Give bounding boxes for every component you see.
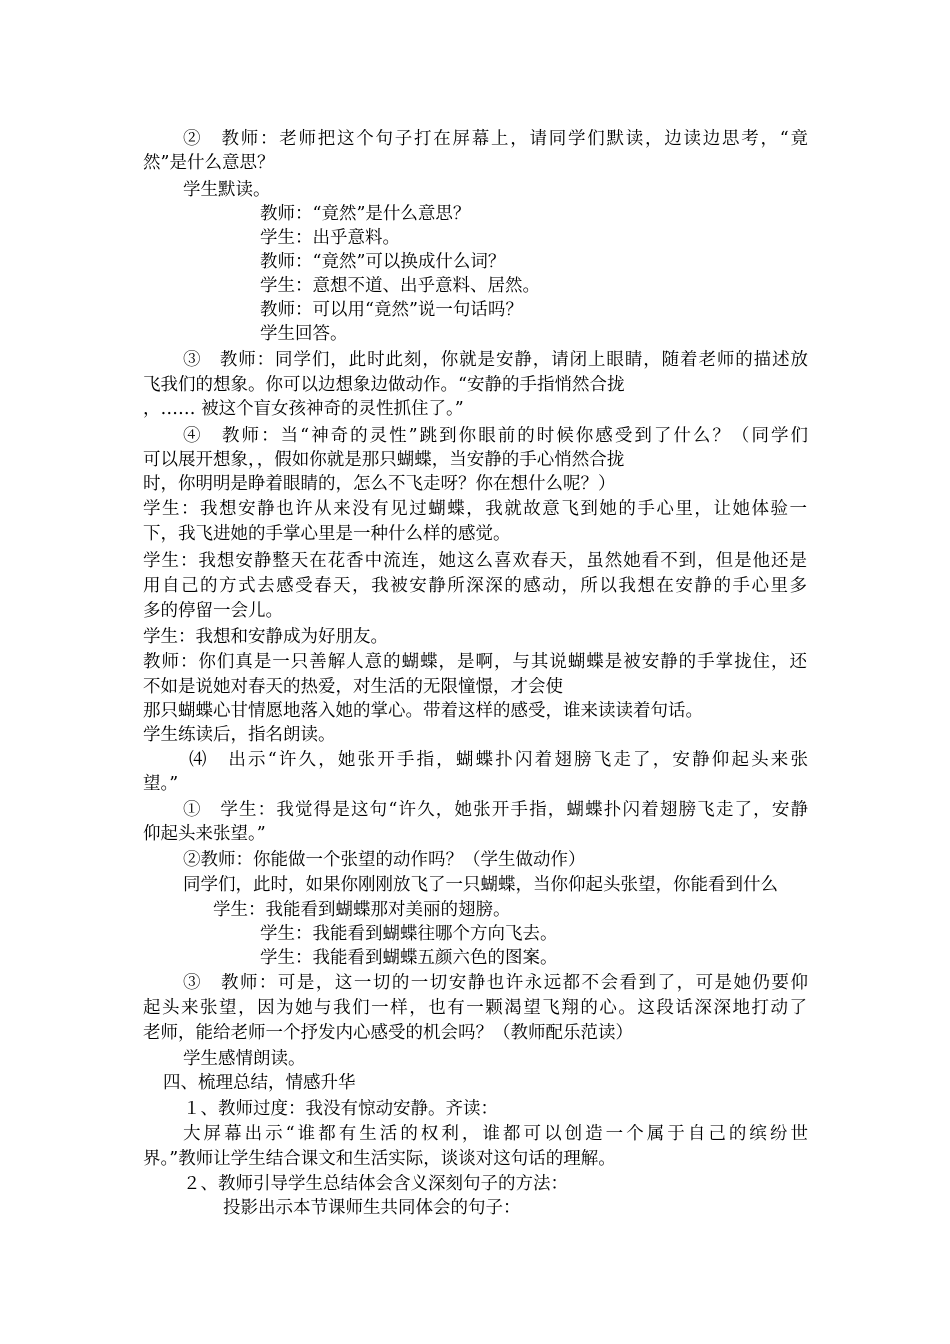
text-line: １、教师过度：我没有惊动安静。齐读： [183, 1099, 498, 1119]
text-line: 学生感情朗读。 [183, 1049, 306, 1069]
text-line: 仰起头来张望。” [143, 824, 266, 844]
text-line: 学生：我想安静整天在花香中流连，她这么喜欢春天，虽然她看不到，但是他还是 [143, 551, 807, 571]
text-line: 学生：我能看到蝴蝶五颜六色的图案。 [260, 948, 558, 968]
text-line: 起头来张望，因为她与我们一样，也有一颗渴望飞翔的心。这段话深深地打动了 [143, 998, 807, 1018]
text-line: ③ 教师：可是，这一切的一切安静也许永远都不会看到了，可是她仍要仰 [183, 973, 808, 993]
text-line: 投影出示本节课师生共同体会的句子： [223, 1198, 521, 1218]
text-line: ② 教师：老师把这个句子打在屏幕上，请同学们默读，边读边思考，“竟 [183, 129, 808, 149]
text-line: 学生回答。 [260, 324, 348, 344]
text-line: 然”是什么意思？ [143, 153, 275, 173]
text-line: ②教师：你能做一个张望的动作吗？（学生做动作） [183, 850, 586, 870]
text-line: 学生：我想安静也许从来没有见过蝴蝶，我就故意飞到她的手心里，让她体验一 [143, 499, 807, 519]
text-line: 可以展开想象，，假如你就是那只蝴蝶，当安静的手心悄然合拢 [143, 450, 625, 470]
section-heading: 四、梳理总结，情感升华 [163, 1073, 356, 1093]
text-line: ⑷ 出示“许久，她张开手指，蝴蝶扑闪着翅膀飞走了，安静仰起头来张 [189, 750, 808, 770]
text-line: ④ 教师：当“神奇的灵性”跳到你眼前的时候你感受到了什么？（同学们 [183, 426, 808, 446]
text-line: 学生：我能看到蝴蝶那对美丽的翅膀。 [213, 900, 511, 920]
text-line: 学生默读。 [183, 180, 271, 200]
text-line: 学生练读后，指名朗读。 [143, 725, 336, 745]
text-line: 界。”教师让学生结合课文和生活实际，谈谈对这句话的理解。 [143, 1149, 616, 1169]
text-line: 教师：“竟然”是什么意思？ [260, 204, 471, 224]
text-line: ，…… 被这个盲女孩神奇的灵性抓住了。” [143, 399, 464, 419]
text-line: 多的停留一会儿。 [143, 601, 283, 621]
text-line: 教师：你们真是一只善解人意的蝴蝶，是啊，与其说蝴蝶是被安静的手掌拢住，还 [143, 652, 807, 672]
text-line: 学生：我想和安静成为好朋友。 [143, 627, 388, 647]
text-line: 那只蝴蝶心甘情愿地落入她的掌心。带着这样的感受，谁来读读着句话。 [143, 701, 703, 721]
text-line: ③ 教师：同学们，此时此刻，你就是安静，请闭上眼睛，随着老师的描述放 [183, 350, 808, 370]
text-line: 时，你明明是睁着眼睛的，怎么不飞走呀？你在想什么呢？） [143, 474, 616, 494]
text-line: 老师，能给老师一个抒发内心感受的机会吗？（教师配乐范读） [143, 1023, 633, 1043]
text-line: 下，我飞进她的手掌心里是一种什么样的感觉。 [143, 524, 511, 544]
text-line: 不如是说她对春天的热爱，对生活的无限憧憬，才会使 [143, 677, 563, 697]
text-line: ① 学生：我觉得是这句“许久，她张开手指，蝴蝶扑闪着翅膀飞走了，安静 [183, 800, 808, 820]
text-line: 用自己的方式去感受春天，我被安静所深深的感动，所以我想在安静的手心里多 [143, 576, 807, 596]
text-line: ２、教师引导学生总结体会含义深刻句子的方法： [183, 1174, 568, 1194]
text-line: 学生：出乎意料。 [260, 228, 400, 248]
text-line: 教师：“竟然”可以换成什么词？ [260, 252, 506, 272]
text-line: 飞我们的想象。你可以边想象边做动作。“安静的手指悄然合拢 [143, 375, 625, 395]
text-line: 教师：可以用“竟然”说一句话吗？ [260, 300, 523, 320]
text-line: 大屏幕出示“谁都有生活的权利，谁都可以创造一个属于自己的缤纷世 [183, 1124, 808, 1144]
text-line: 望。” [143, 774, 179, 794]
text-line: 同学们，此时，如果你刚刚放飞了一只蝴蝶，当你仰起头张望，你能看到什么 [183, 875, 778, 895]
text-line: 学生：意想不道、出乎意料、居然。 [260, 276, 540, 296]
text-line: 学生：我能看到蝴蝶往哪个方向飞去。 [260, 924, 558, 944]
